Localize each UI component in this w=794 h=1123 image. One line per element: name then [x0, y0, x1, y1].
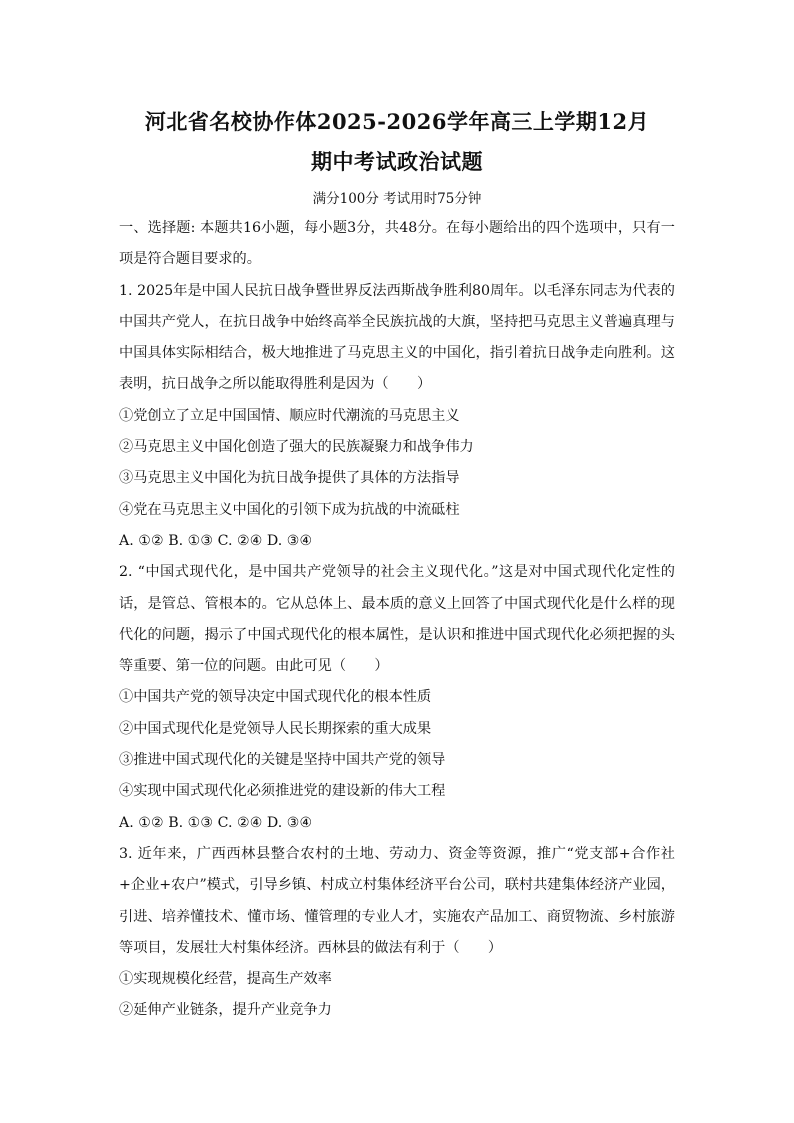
question-2-option-1: ①中国共产党的领导决定中国式现代化的根本性质 [119, 689, 432, 706]
question-3-option-1: ①实现规模化经营，提高生产效率 [119, 971, 332, 988]
exam-content [119, 213, 675, 1027]
exam-title-line1: 河北省名校协作体2025-2026学年高三上学期12月 [144, 109, 650, 134]
question-1-stem: 1. 2025年是中国人民抗日战争暨世界反法西斯战争胜利80周年。以毛泽东同志为代表的中国共产党人，在抗日战争中始终高举全民族抗战的大旗，坚持把马克思主义普遍真理与中国具体实际相结合，极大地推进了马克思主义的中国化，指引着抗日战争走向胜利。这表明，抗日战争之所以能取得胜利是因为（ ） [119, 282, 675, 393]
question-1-option-4: ④党在马克思主义中国化的引领下成为抗战的中流砥柱 [119, 501, 460, 518]
question-3-stem: 3. 近年来，广西西林县整合农村的土地、劳动力、资金等资源，推广“党支部+合作社+企业+农户”模式，引导乡镇、村成立村集体经济平台公司，联村共建集体经济产业园，引进、培养懂技术、懂市场、懂管理的专业人才，实施农产品加工、商贸物流、乡村旅游等项目，发展壮大村集体经济。西林县的做法有利于（ ） [119, 845, 675, 956]
exam-title-line2: 期中考试政治试题 [311, 149, 483, 174]
question-2-option-3: ③推进中国式现代化的关键是坚持中国共产党的领导 [119, 752, 446, 769]
question-1-option-3: ③马克思主义中国化为抗日战争提供了具体的方法指导 [119, 470, 460, 487]
question-2-option-4: ④实现中国式现代化必须推进党的建设新的伟大工程 [119, 783, 446, 800]
question-2-answers: A. ①② B. ①③ C. ②④ D. ③④ [119, 814, 313, 831]
question-2-stem: 2. “中国式现代化，是中国共产党领导的社会主义现代化。”这是对中国式现代化定性的话，是管总、管根本的。它从总体上、最本质的意义上回答了中国式现代化是什么样的现代化的问题，揭示了中国式现代化的根本属性，是认识和推进中国式现代化必须把握的头等重要、第一位的问题。由此可见（ ） [119, 564, 675, 675]
exam-subtitle: 满分100分 考试用时75分钟 [312, 191, 482, 207]
question-1-option-1: ①党创立了立足中国国情、顺应时代潮流的马克思主义 [119, 407, 460, 424]
question-2-option-2: ②中国式现代化是党领导人民长期探索的重大成果 [119, 720, 432, 737]
question-1-answers: A. ①② B. ①③ C. ②④ D. ③④ [119, 532, 313, 549]
section-instructions: 一、选择题: 本题共16小题，每小题3分，共48分。在每小题给出的四个选项中，只有一项是符合题目要求的。 [119, 220, 675, 268]
question-1-option-2: ②马克思主义中国化创造了强大的民族凝聚力和战争伟力 [119, 439, 474, 456]
question-3-option-2: ②延伸产业链条，提升产业竞争力 [119, 1002, 332, 1019]
